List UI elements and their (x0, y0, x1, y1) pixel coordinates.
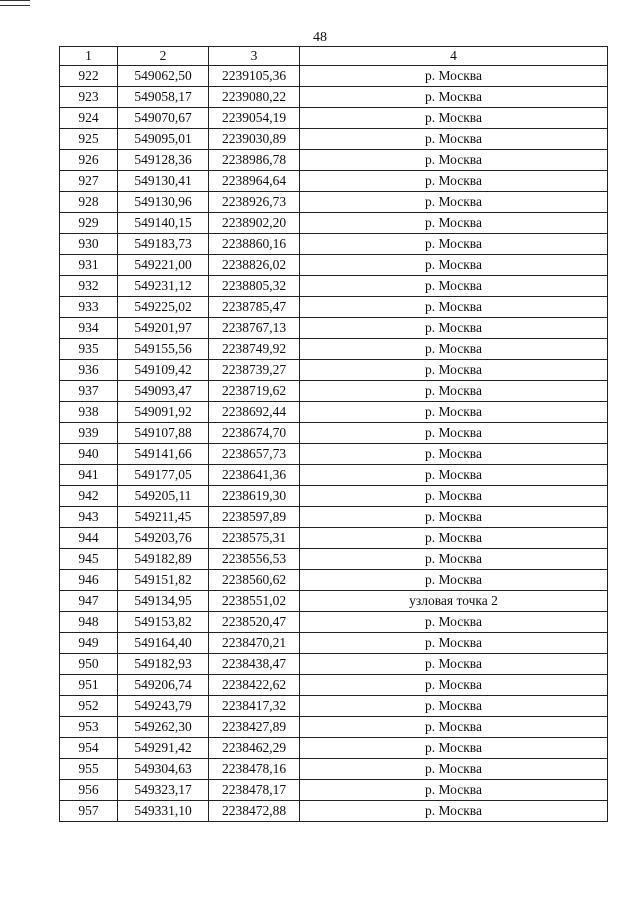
coord-x-cell: 549140,15 (118, 213, 209, 234)
coord-x-cell: 549095,01 (118, 129, 209, 150)
table-row (60, 297, 608, 318)
table-row (60, 465, 608, 486)
coord-y-cell: 2238926,73 (209, 192, 300, 213)
description-cell: р. Москва (300, 465, 608, 486)
coord-y-cell: 2238462,29 (209, 738, 300, 759)
description-cell: р. Москва (300, 444, 608, 465)
coord-x-cell: 549062,50 (118, 66, 209, 87)
table-row (60, 780, 608, 801)
coord-x-cell: 549231,12 (118, 276, 209, 297)
coord-y-cell: 2238556,53 (209, 549, 300, 570)
description-cell: р. Москва (300, 633, 608, 654)
coord-y-cell: 2238478,17 (209, 780, 300, 801)
point-number-cell: 955 (60, 759, 118, 780)
description-cell: р. Москва (300, 738, 608, 759)
point-number-cell: 922 (60, 66, 118, 87)
table-row (60, 738, 608, 759)
table-row (60, 801, 608, 822)
column-header: 1 (60, 47, 118, 66)
point-number-cell: 940 (60, 444, 118, 465)
coord-x-cell: 549107,88 (118, 423, 209, 444)
coord-y-cell: 2238478,16 (209, 759, 300, 780)
coord-x-cell: 549151,82 (118, 570, 209, 591)
description-cell: р. Москва (300, 339, 608, 360)
point-number-cell: 937 (60, 381, 118, 402)
description-cell: р. Москва (300, 570, 608, 591)
coord-y-cell: 2238551,02 (209, 591, 300, 612)
coord-x-cell: 549262,30 (118, 717, 209, 738)
coord-x-cell: 549225,02 (118, 297, 209, 318)
coord-y-cell: 2238470,21 (209, 633, 300, 654)
coord-x-cell: 549182,89 (118, 549, 209, 570)
point-number-cell: 947 (60, 591, 118, 612)
description-cell: р. Москва (300, 87, 608, 108)
description-cell: р. Москва (300, 297, 608, 318)
table-row (60, 486, 608, 507)
description-cell: р. Москва (300, 150, 608, 171)
point-number-cell: 949 (60, 633, 118, 654)
coord-y-cell: 2238719,62 (209, 381, 300, 402)
description-cell: р. Москва (300, 402, 608, 423)
table-row (60, 108, 608, 129)
point-number-cell: 927 (60, 171, 118, 192)
point-number-cell: 943 (60, 507, 118, 528)
point-number-cell: 924 (60, 108, 118, 129)
table-row (60, 255, 608, 276)
table-row (60, 360, 608, 381)
coord-y-cell: 2238767,13 (209, 318, 300, 339)
description-cell: р. Москва (300, 696, 608, 717)
point-number-cell: 936 (60, 360, 118, 381)
coord-y-cell: 2238472,88 (209, 801, 300, 822)
point-number-cell: 934 (60, 318, 118, 339)
coord-x-cell: 549331,10 (118, 801, 209, 822)
table-row (60, 276, 608, 297)
coord-y-cell: 2238986,78 (209, 150, 300, 171)
point-number-cell: 950 (60, 654, 118, 675)
point-number-cell: 938 (60, 402, 118, 423)
description-cell: р. Москва (300, 549, 608, 570)
table-row (60, 717, 608, 738)
table-row (60, 213, 608, 234)
point-number-cell: 939 (60, 423, 118, 444)
description-cell: р. Москва (300, 108, 608, 129)
coord-y-cell: 2238902,20 (209, 213, 300, 234)
point-number-cell: 953 (60, 717, 118, 738)
table-row (60, 654, 608, 675)
column-header: 3 (209, 47, 300, 66)
column-header: 2 (118, 47, 209, 66)
description-cell: р. Москва (300, 234, 608, 255)
point-number-cell: 929 (60, 213, 118, 234)
coord-x-cell: 549164,40 (118, 633, 209, 654)
description-cell: р. Москва (300, 675, 608, 696)
point-number-cell: 942 (60, 486, 118, 507)
table-row (60, 129, 608, 150)
table-row (60, 171, 608, 192)
coord-x-cell: 549182,93 (118, 654, 209, 675)
coord-y-cell: 2238438,47 (209, 654, 300, 675)
description-cell: р. Москва (300, 255, 608, 276)
coord-y-cell: 2239105,36 (209, 66, 300, 87)
coordinates-table (59, 46, 608, 822)
table-row (60, 339, 608, 360)
description-cell: р. Москва (300, 528, 608, 549)
description-cell: р. Москва (300, 780, 608, 801)
point-number-cell: 925 (60, 129, 118, 150)
coord-y-cell: 2238739,27 (209, 360, 300, 381)
table-row (60, 570, 608, 591)
coord-y-cell: 2238641,36 (209, 465, 300, 486)
coord-x-cell: 549155,56 (118, 339, 209, 360)
point-number-cell: 933 (60, 297, 118, 318)
coord-x-cell: 549141,66 (118, 444, 209, 465)
description-cell: р. Москва (300, 276, 608, 297)
coord-x-cell: 549291,42 (118, 738, 209, 759)
description-cell: р. Москва (300, 507, 608, 528)
coord-x-cell: 549221,00 (118, 255, 209, 276)
description-cell: р. Москва (300, 654, 608, 675)
coord-x-cell: 549128,36 (118, 150, 209, 171)
table-row (60, 675, 608, 696)
point-number-cell: 923 (60, 87, 118, 108)
point-number-cell: 944 (60, 528, 118, 549)
coord-x-cell: 549323,17 (118, 780, 209, 801)
table-row (60, 612, 608, 633)
point-number-cell: 945 (60, 549, 118, 570)
table-row (60, 192, 608, 213)
table-row (60, 234, 608, 255)
coord-x-cell: 549058,17 (118, 87, 209, 108)
point-number-cell: 956 (60, 780, 118, 801)
coord-x-cell: 549201,97 (118, 318, 209, 339)
table-row (60, 423, 608, 444)
coord-x-cell: 549211,45 (118, 507, 209, 528)
point-number-cell: 926 (60, 150, 118, 171)
coord-y-cell: 2238619,30 (209, 486, 300, 507)
coord-x-cell: 549205,11 (118, 486, 209, 507)
table-header-row (60, 47, 608, 66)
table-row (60, 444, 608, 465)
table-row (60, 591, 608, 612)
coord-y-cell: 2238417,32 (209, 696, 300, 717)
description-cell: р. Москва (300, 717, 608, 738)
description-cell: р. Москва (300, 360, 608, 381)
table-row (60, 549, 608, 570)
coord-y-cell: 2238860,16 (209, 234, 300, 255)
coord-y-cell: 2239080,22 (209, 87, 300, 108)
table-row (60, 318, 608, 339)
coord-y-cell: 2238826,02 (209, 255, 300, 276)
description-cell: р. Москва (300, 486, 608, 507)
point-number-cell: 928 (60, 192, 118, 213)
point-number-cell: 952 (60, 696, 118, 717)
coord-x-cell: 549070,67 (118, 108, 209, 129)
column-header: 4 (300, 47, 608, 66)
description-cell: р. Москва (300, 171, 608, 192)
coord-x-cell: 549203,76 (118, 528, 209, 549)
coord-y-cell: 2238520,47 (209, 612, 300, 633)
table-row (60, 66, 608, 87)
coord-y-cell: 2238427,89 (209, 717, 300, 738)
point-number-cell: 957 (60, 801, 118, 822)
coord-y-cell: 2238964,64 (209, 171, 300, 192)
coord-y-cell: 2238749,92 (209, 339, 300, 360)
coord-y-cell: 2239054,19 (209, 108, 300, 129)
coord-y-cell: 2238692,44 (209, 402, 300, 423)
table-row (60, 633, 608, 654)
coord-x-cell: 549177,05 (118, 465, 209, 486)
table-row (60, 696, 608, 717)
scan-corner-mark (0, 0, 30, 6)
coord-x-cell: 549091,92 (118, 402, 209, 423)
coord-y-cell: 2238674,70 (209, 423, 300, 444)
description-cell: р. Москва (300, 318, 608, 339)
point-number-cell: 954 (60, 738, 118, 759)
coord-y-cell: 2238785,47 (209, 297, 300, 318)
coord-x-cell: 549109,42 (118, 360, 209, 381)
page-number: 48 (313, 30, 327, 45)
coord-y-cell: 2238422,62 (209, 675, 300, 696)
coord-y-cell: 2238597,89 (209, 507, 300, 528)
point-number-cell: 946 (60, 570, 118, 591)
description-cell: р. Москва (300, 612, 608, 633)
description-cell: р. Москва (300, 129, 608, 150)
table-row (60, 759, 608, 780)
table-row (60, 381, 608, 402)
coord-x-cell: 549130,96 (118, 192, 209, 213)
coord-y-cell: 2238560,62 (209, 570, 300, 591)
table-row (60, 150, 608, 171)
coord-y-cell: 2238805,32 (209, 276, 300, 297)
coord-x-cell: 549153,82 (118, 612, 209, 633)
table-row (60, 507, 608, 528)
coord-y-cell: 2238575,31 (209, 528, 300, 549)
point-number-cell: 948 (60, 612, 118, 633)
point-number-cell: 931 (60, 255, 118, 276)
point-number-cell: 941 (60, 465, 118, 486)
coord-y-cell: 2238657,73 (209, 444, 300, 465)
description-cell: р. Москва (300, 213, 608, 234)
description-cell: р. Москва (300, 66, 608, 87)
description-cell: узловая точка 2 (300, 591, 608, 612)
coord-x-cell: 549130,41 (118, 171, 209, 192)
coord-y-cell: 2239030,89 (209, 129, 300, 150)
coord-x-cell: 549134,95 (118, 591, 209, 612)
point-number-cell: 932 (60, 276, 118, 297)
point-number-cell: 930 (60, 234, 118, 255)
description-cell: р. Москва (300, 801, 608, 822)
table-row (60, 402, 608, 423)
description-cell: р. Москва (300, 381, 608, 402)
table-row (60, 87, 608, 108)
table-row (60, 528, 608, 549)
coord-x-cell: 549304,63 (118, 759, 209, 780)
point-number-cell: 935 (60, 339, 118, 360)
coord-x-cell: 549206,74 (118, 675, 209, 696)
description-cell: р. Москва (300, 759, 608, 780)
coord-x-cell: 549093,47 (118, 381, 209, 402)
description-cell: р. Москва (300, 423, 608, 444)
table-body (60, 66, 608, 822)
coord-x-cell: 549183,73 (118, 234, 209, 255)
description-cell: р. Москва (300, 192, 608, 213)
point-number-cell: 951 (60, 675, 118, 696)
coord-x-cell: 549243,79 (118, 696, 209, 717)
